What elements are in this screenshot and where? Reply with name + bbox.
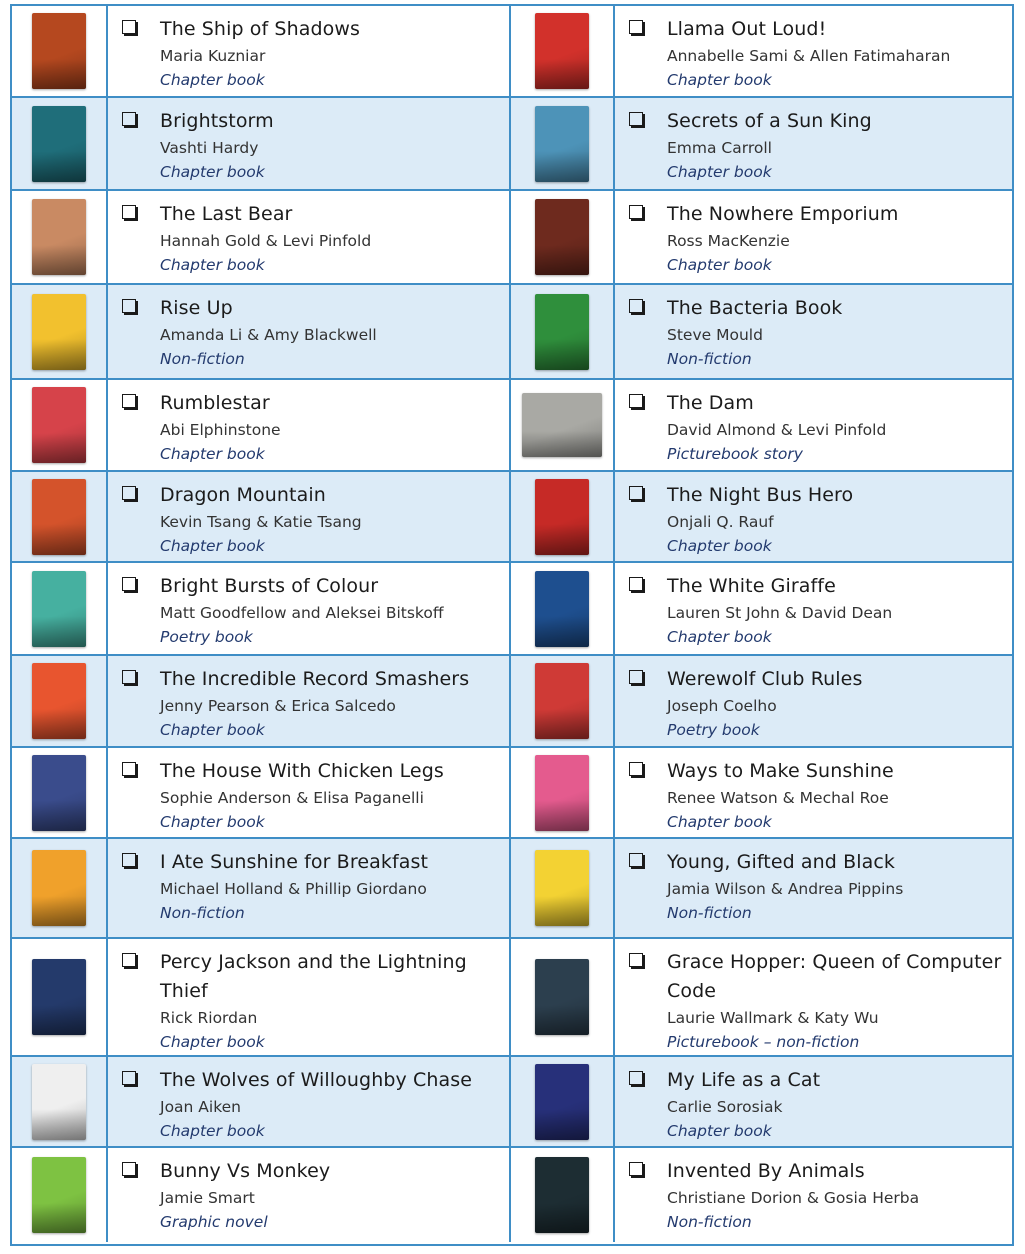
book-author: Christiane Dorion & Gosia Herba: [667, 1189, 920, 1207]
book-cover-cell: [511, 380, 615, 472]
book-title: Secrets of a Sun King: [667, 110, 872, 132]
book-entry: [615, 98, 1012, 191]
book-title: Ways to Make Sunshine: [667, 760, 894, 782]
book-cover-image: [32, 106, 86, 182]
book-author: Annabelle Sami & Allen Fatimaharan: [667, 47, 951, 65]
book-cover-cell: [12, 748, 108, 839]
book-format: Poetry book: [160, 628, 253, 646]
book-author: Lauren St John & David Dean: [667, 604, 893, 622]
book-checkbox[interactable]: [122, 112, 136, 126]
book-author: Michael Holland & Phillip Giordano: [160, 880, 427, 898]
book-format: Chapter book: [667, 537, 772, 555]
book-format: Chapter book: [667, 163, 772, 181]
book-cover-cell: [12, 98, 108, 191]
book-entry: [108, 748, 511, 839]
book-cover-image: [535, 755, 589, 831]
book-title: Bright Bursts of Colour: [160, 575, 379, 597]
book-cover-image: [32, 755, 86, 831]
book-info: [667, 757, 894, 837]
book-format: Chapter book: [160, 163, 265, 181]
book-cover-cell: [511, 472, 615, 563]
book-author: Joseph Coelho: [667, 697, 777, 715]
book-cover-cell: [12, 6, 108, 98]
book-entry: [108, 1057, 511, 1148]
book-title: The Nowhere Emporium: [667, 203, 899, 225]
book-checkbox[interactable]: [122, 577, 136, 591]
book-author: Emma Carroll: [667, 139, 772, 157]
book-title: Invented By Animals: [667, 1160, 865, 1182]
book-cover-image: [535, 850, 589, 926]
book-format: Graphic novel: [160, 1213, 268, 1231]
book-format: Non-fiction: [667, 350, 752, 368]
book-cover-image: [535, 571, 589, 647]
book-entry: [108, 98, 511, 191]
book-format: Non-fiction: [667, 904, 752, 922]
book-checkbox[interactable]: [629, 577, 643, 591]
book-author: Kevin Tsang & Katie Tsang: [160, 513, 362, 531]
book-info: [667, 200, 898, 283]
book-title: Dragon Mountain: [160, 484, 326, 506]
book-info: [667, 572, 892, 654]
book-author: Carlie Sorosiak: [667, 1098, 783, 1116]
book-cover-image: [32, 13, 86, 89]
book-entry: [615, 285, 1012, 380]
book-checklist-table: [10, 4, 1014, 1246]
book-cover-image: [535, 479, 589, 555]
book-author: Onjali Q. Rauf: [667, 513, 774, 531]
book-cover-cell: [12, 1057, 108, 1148]
book-format: Picturebook story: [667, 445, 803, 463]
book-title: Grace Hopper: Queen of Computer Code: [667, 951, 1002, 1002]
book-cover-cell: [511, 563, 615, 656]
book-cover-image: [535, 13, 589, 89]
book-author: Joan Aiken: [160, 1098, 241, 1116]
book-cover-cell: [511, 839, 615, 939]
book-cover-cell: [12, 285, 108, 380]
book-title: The Last Bear: [160, 203, 293, 225]
book-author: Jenny Pearson & Erica Salcedo: [160, 697, 396, 715]
book-author: Abi Elphinstone: [160, 421, 281, 439]
book-title: The Wolves of Willoughby Chase: [160, 1069, 473, 1091]
book-entry: [615, 191, 1012, 285]
book-cover-image: [32, 850, 86, 926]
book-info: [160, 15, 360, 96]
book-cover-image: [535, 663, 589, 739]
book-title: Llama Out Loud!: [667, 18, 827, 40]
book-entry: [108, 472, 511, 563]
book-title: The Incredible Record Smashers: [160, 668, 470, 690]
book-format: Chapter book: [160, 1122, 265, 1140]
book-info: [667, 481, 853, 561]
book-title: The White Giraffe: [667, 575, 836, 597]
book-title: Rise Up: [160, 297, 233, 319]
book-format: Chapter book: [160, 721, 265, 739]
book-cover-cell: [511, 1057, 615, 1148]
book-checkbox[interactable]: [629, 112, 643, 126]
book-checkbox[interactable]: [629, 1162, 643, 1176]
book-format: Chapter book: [160, 71, 265, 89]
book-checkbox[interactable]: [629, 953, 643, 967]
book-checkbox[interactable]: [629, 299, 643, 313]
book-checkbox[interactable]: [122, 670, 136, 684]
book-cover-image: [32, 1064, 86, 1140]
book-title: Brightstorm: [160, 110, 274, 132]
book-info: [160, 389, 281, 470]
book-entry: [615, 6, 1012, 98]
book-format: Chapter book: [160, 813, 265, 831]
book-info: [667, 665, 862, 746]
book-format: Chapter book: [160, 445, 265, 463]
book-info: [667, 948, 1004, 1055]
book-title: Percy Jackson and the Lightning Thief: [160, 951, 467, 1002]
book-cover-cell: [511, 748, 615, 839]
book-author: Steve Mould: [667, 326, 763, 344]
book-cover-cell: [511, 191, 615, 285]
book-author: Hannah Gold & Levi Pinfold: [160, 232, 372, 250]
book-author: Matt Goodfellow and Aleksei Bitskoff: [160, 604, 444, 622]
book-checkbox[interactable]: [122, 299, 136, 313]
book-entry: [615, 472, 1012, 563]
book-author: Jamia Wilson & Andrea Pippins: [667, 880, 904, 898]
book-author: Jamie Smart: [160, 1189, 255, 1207]
book-cover-cell: [12, 839, 108, 939]
book-cover-image: [535, 1157, 589, 1233]
book-checkbox[interactable]: [629, 1071, 643, 1085]
book-info: [160, 481, 362, 561]
book-title: Werewolf Club Rules: [667, 668, 863, 690]
book-format: Chapter book: [667, 256, 772, 274]
book-info: [160, 107, 274, 189]
book-cover-image: [535, 294, 589, 370]
book-title: The Dam: [667, 392, 754, 414]
book-cover-cell: [12, 939, 108, 1057]
book-cover-image: [522, 393, 602, 457]
book-info: [667, 1157, 919, 1242]
book-author: Rick Riordan: [160, 1009, 258, 1027]
book-format: Non-fiction: [667, 1213, 752, 1231]
book-info: [667, 389, 886, 470]
book-format: Chapter book: [667, 71, 772, 89]
book-checkbox[interactable]: [122, 20, 136, 34]
book-title: Young, Gifted and Black: [667, 851, 896, 873]
book-author: Vashti Hardy: [160, 139, 259, 157]
book-cover-cell: [511, 6, 615, 98]
book-info: [160, 572, 444, 654]
book-author: David Almond & Levi Pinfold: [667, 421, 887, 439]
book-checkbox[interactable]: [629, 853, 643, 867]
book-title: The Ship of Shadows: [160, 18, 360, 40]
book-info: [160, 1066, 472, 1146]
book-author: Ross MacKenzie: [667, 232, 790, 250]
book-entry: [108, 656, 511, 748]
book-entry: [615, 748, 1012, 839]
book-checkbox[interactable]: [629, 762, 643, 776]
book-checkbox[interactable]: [122, 953, 136, 967]
book-author: Laurie Wallmark & Katy Wu: [667, 1009, 879, 1027]
book-cover-image: [32, 387, 86, 463]
book-format: Chapter book: [160, 1033, 265, 1051]
book-cover-image: [535, 1064, 589, 1140]
book-cover-image: [32, 571, 86, 647]
book-author: Renee Watson & Mechal Roe: [667, 789, 889, 807]
book-entry: [615, 656, 1012, 748]
book-format: Chapter book: [667, 813, 772, 831]
book-title: Bunny Vs Monkey: [160, 1160, 331, 1182]
book-cover-cell: [12, 380, 108, 472]
book-checkbox[interactable]: [122, 486, 136, 500]
book-checkbox[interactable]: [629, 394, 643, 408]
book-info: [667, 15, 950, 96]
book-entry: [615, 839, 1012, 939]
book-info: [160, 200, 371, 283]
book-entry: [108, 563, 511, 656]
book-cover-cell: [12, 472, 108, 563]
book-format: Chapter book: [160, 537, 265, 555]
book-title: The Bacteria Book: [667, 297, 843, 319]
book-info: [160, 665, 469, 746]
book-author: Maria Kuzniar: [160, 47, 266, 65]
book-cover-image: [32, 959, 86, 1035]
book-info: [160, 294, 377, 378]
book-cover-cell: [12, 656, 108, 748]
book-cover-cell: [511, 939, 615, 1057]
book-format: Non-fiction: [160, 904, 245, 922]
book-title: The House With Chicken Legs: [160, 760, 444, 782]
book-format: Chapter book: [667, 1122, 772, 1140]
book-cover-cell: [511, 285, 615, 380]
book-info: [667, 848, 903, 937]
book-cover-image: [32, 199, 86, 275]
book-title: My Life as a Cat: [667, 1069, 821, 1091]
book-title: I Ate Sunshine for Breakfast: [160, 851, 429, 873]
book-entry: [108, 839, 511, 939]
book-info: [160, 948, 501, 1055]
book-info: [160, 757, 444, 837]
book-cover-cell: [12, 1148, 108, 1242]
book-entry: [615, 1148, 1012, 1242]
book-author: Amanda Li & Amy Blackwell: [160, 326, 377, 344]
book-info: [667, 294, 842, 378]
book-cover-cell: [511, 98, 615, 191]
book-cover-image: [535, 199, 589, 275]
book-cover-image: [535, 959, 589, 1035]
book-checkbox[interactable]: [629, 20, 643, 34]
book-cover-image: [535, 106, 589, 182]
book-info: [160, 848, 428, 937]
book-checkbox[interactable]: [122, 1071, 136, 1085]
book-checkbox[interactable]: [122, 394, 136, 408]
book-entry: [108, 1148, 511, 1242]
book-entry: [108, 6, 511, 98]
book-checkbox[interactable]: [629, 670, 643, 684]
book-info: [667, 107, 872, 189]
book-entry: [615, 939, 1012, 1057]
book-author: Sophie Anderson & Elisa Paganelli: [160, 789, 424, 807]
book-checkbox[interactable]: [629, 486, 643, 500]
book-cover-image: [32, 479, 86, 555]
book-format: Non-fiction: [160, 350, 245, 368]
book-entry: [615, 380, 1012, 472]
book-entry: [108, 939, 511, 1057]
book-format: Poetry book: [667, 721, 760, 739]
book-entry: [108, 285, 511, 380]
book-cover-cell: [12, 191, 108, 285]
book-cover-image: [32, 1157, 86, 1233]
book-format: Chapter book: [160, 256, 265, 274]
book-checkbox[interactable]: [629, 205, 643, 219]
book-entry: [615, 1057, 1012, 1148]
book-format: Chapter book: [667, 628, 772, 646]
book-checkbox[interactable]: [122, 1162, 136, 1176]
book-cover-image: [32, 294, 86, 370]
book-checkbox[interactable]: [122, 853, 136, 867]
book-info: [160, 1157, 330, 1242]
book-cover-cell: [511, 656, 615, 748]
book-entry: [615, 563, 1012, 656]
book-entry: [108, 191, 511, 285]
book-checkbox[interactable]: [122, 205, 136, 219]
book-info: [667, 1066, 820, 1146]
book-title: Rumblestar: [160, 392, 270, 414]
book-format: Picturebook – non-fiction: [667, 1033, 860, 1051]
book-cover-image: [32, 663, 86, 739]
book-checkbox[interactable]: [122, 762, 136, 776]
book-cover-cell: [511, 1148, 615, 1242]
book-entry: [108, 380, 511, 472]
book-cover-cell: [12, 563, 108, 656]
book-title: The Night Bus Hero: [667, 484, 854, 506]
